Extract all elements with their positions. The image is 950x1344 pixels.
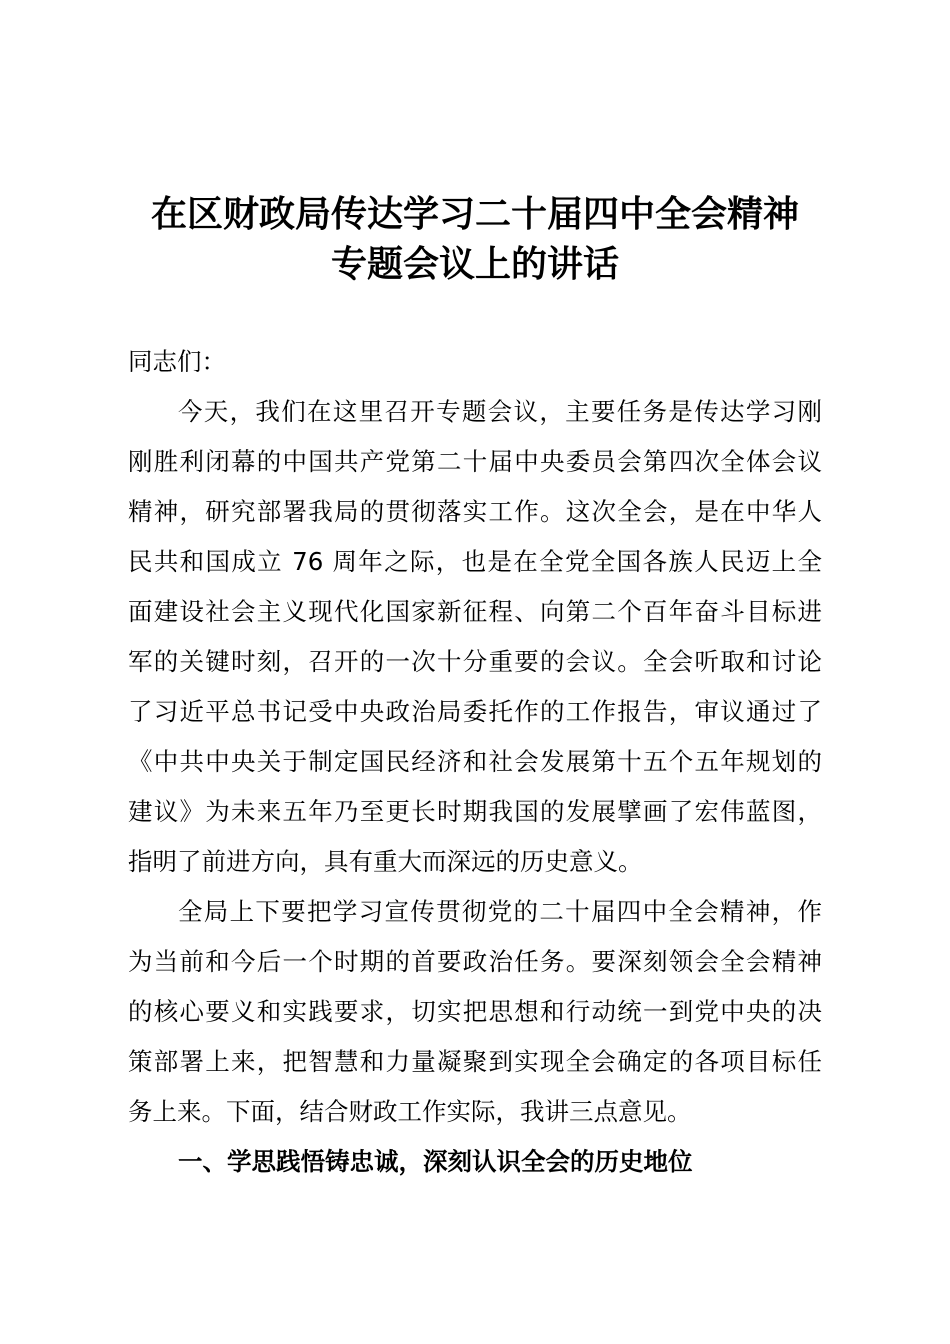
- paragraph-line: 今天，我们在这里召开专题会议，主要任务是传达学习刚: [178, 397, 822, 426]
- paragraph-line: 面建设社会主义现代化国家新征程、向第二个百年奋斗目标进: [128, 597, 822, 626]
- paragraph-line: 策部署上来，把智慧和力量凝聚到实现全会确定的各项目标任: [128, 1047, 822, 1076]
- document-title-line-2: 专题会议上的讲话: [330, 244, 619, 285]
- paragraph-line: 务上来。下面，结合财政工作实际，我讲三点意见。: [128, 1097, 692, 1126]
- paragraph-line: 精神，研究部署我局的贯彻落实工作。这次全会，是在中华人: [128, 497, 822, 526]
- paragraph-line: 为当前和今后一个时期的首要政治任务。要深刻领会全会精神: [128, 947, 822, 976]
- section-heading: 一、学思践悟铸忠诚，深刻认识全会的历史地位: [178, 1147, 693, 1176]
- paragraphs: [128, 387, 822, 1137]
- paragraph-line: 建议》为未来五年乃至更长时期我国的发展擘画了宏伟蓝图，: [128, 797, 822, 826]
- paragraph-line: 全局上下要把学习宣传贯彻党的二十届四中全会精神，作: [178, 897, 822, 926]
- paragraph: [128, 387, 822, 887]
- paragraph-line: 了习近平总书记受中央政治局委托作的工作报告，审议通过了: [128, 697, 822, 726]
- paragraph: [128, 887, 822, 1137]
- paragraph-line: 指明了前进方向，具有重大而深远的历史意义。: [128, 847, 643, 876]
- document-body: [128, 337, 822, 1187]
- salutation: 同志们：: [128, 347, 226, 376]
- paragraph-line: 民共和国成立 76 周年之际，也是在全党全国各族人民迈上全: [128, 547, 822, 576]
- paragraph-line: 军的关键时刻，召开的一次十分重要的会议。全会听取和讨论: [128, 647, 822, 676]
- paragraph-line: 的核心要义和实践要求，切实把思想和行动统一到党中央的决: [128, 997, 822, 1026]
- document-title-line-1: 在区财政局传达学习二十届四中全会精神: [150, 194, 799, 235]
- paragraph-line: 《中共中央关于制定国民经济和社会发展第十五个五年规划的: [128, 747, 822, 776]
- paragraph-line: 刚胜利闭幕的中国共产党第二十届中央委员会第四次全体会议: [128, 447, 822, 476]
